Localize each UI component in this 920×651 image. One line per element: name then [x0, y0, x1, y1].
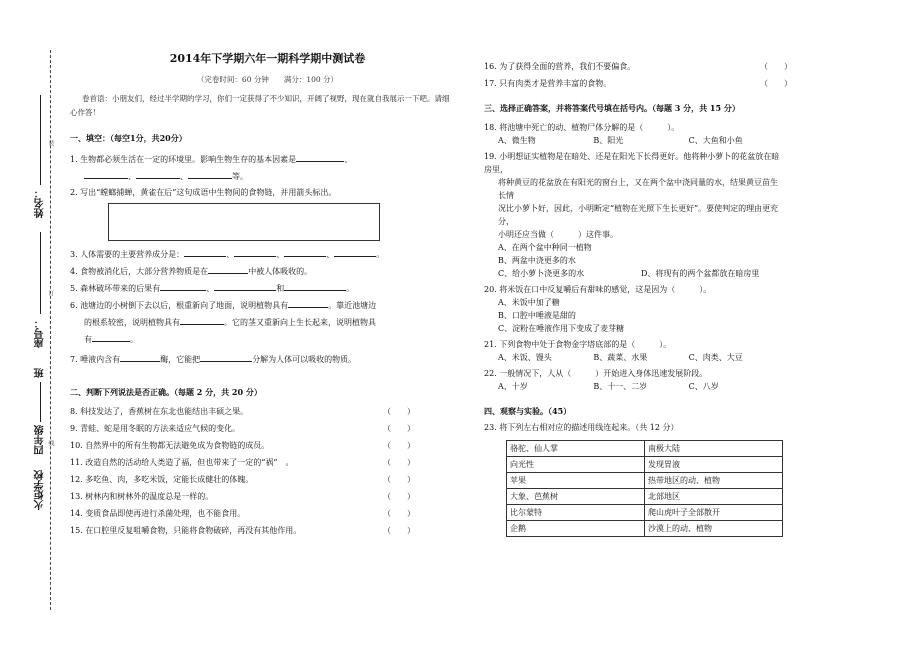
judge-item-text: 12. 多吃鱼、肉，多吃米饭，定能长成健壮的体魄。 [70, 475, 254, 484]
question-6 [70, 298, 465, 312]
question-19-options-cd [484, 267, 784, 280]
exam-title: 2014年下学期六年一期科学期中测试卷 [169, 52, 366, 65]
answer-blank[interactable] [160, 281, 206, 291]
answer-parentheses[interactable]: （ ） [760, 79, 792, 88]
judge-item-text: 13. 树林内和树林外的温度总是一样的。 [70, 492, 214, 501]
question-1: 1. 生物都必须生活在一定的环境里。影响生物生存的基本因素是 、 [70, 152, 465, 166]
judge-item [70, 456, 465, 469]
answer-blank[interactable] [234, 247, 276, 257]
matching-table [506, 440, 783, 537]
option-a[interactable]: A、十岁 [498, 382, 528, 391]
option-a[interactable]: A、米饭、馒头 [498, 353, 552, 362]
judge-item-text: 9. 青蛙、蛇是用冬眠的方法来适应气候的变化。 [70, 424, 241, 433]
answer-blank[interactable] [184, 247, 226, 257]
judge-item-text: 10. 自然界中的所有生物都无法避免成为食物链的成员。 [70, 441, 270, 450]
match-left-cell[interactable]: 大象、芭蕉树 [507, 489, 645, 505]
question-text: 等。 [232, 172, 248, 181]
food-chain-answer-box[interactable] [108, 203, 380, 241]
question-text: 的根系较密，说明植物具有 [84, 318, 180, 327]
question-text: 1. 生物都必须生活在一定的环境里。影响生物生存的基本因素是 [70, 155, 297, 164]
option-b[interactable]: B、蔬菜、水果 [593, 353, 648, 362]
matching-row [507, 521, 783, 537]
exam-subtitle: （完卷时间：60 分钟 满分：100 分） [196, 75, 339, 84]
question-18-options [484, 134, 784, 147]
question-21: 21. 下列食物中处于食物金字塔底部的是（ ）。 [484, 340, 672, 349]
option-b[interactable]: B、两盆中浇更多的水 [498, 256, 576, 265]
exam-intro: 卷首语：小朋友们，经过半学期的学习，你们一定获得了不少知识，开阔了视野，现在就自我展示一下吧。请细心作答！ [70, 94, 450, 117]
judge-item-text: 8. 科技发达了，香蕉树在东北也能结出丰硕之果。 [70, 407, 249, 416]
judge-item [70, 473, 465, 486]
match-right-cell[interactable]: 沙漠上的动、植物 [645, 521, 783, 537]
question-text: 中被人体吸收的。 [248, 267, 313, 276]
answer-blank[interactable] [284, 247, 326, 257]
binding-strip [0, 0, 62, 651]
judge-item [484, 77, 792, 90]
answer-parentheses[interactable]: （ ） [383, 458, 415, 467]
option-c[interactable]: C、给小萝卜浇更多的水 [498, 269, 585, 278]
match-left-cell[interactable]: 企鹅 [507, 521, 645, 537]
answer-blank[interactable] [188, 169, 232, 179]
answer-parentheses[interactable]: （ ） [383, 492, 415, 501]
question-22-options [484, 380, 784, 393]
name-label: 姓名： [35, 188, 46, 218]
question-text: 和 [276, 284, 285, 293]
seat-label: 座号： [35, 318, 46, 348]
option-c[interactable]: C、淀粉在唾液作用下变成了麦芽糖 [498, 324, 625, 333]
question-3: 3. 人体需要的主要营养成分是： 、 、 、 。 [70, 247, 465, 261]
option-c[interactable]: C、大鱼和小鱼 [688, 136, 743, 145]
answer-blank[interactable] [288, 298, 328, 308]
match-right-cell[interactable]: 南极大陆 [645, 441, 783, 457]
match-right-cell[interactable]: 爬山虎叶子全部散开 [645, 505, 783, 521]
answer-blank[interactable] [92, 332, 130, 342]
match-left-cell[interactable]: 骆驼、仙人掌 [507, 441, 645, 457]
answer-blank[interactable] [84, 169, 128, 179]
question-18: 18. 将池塘中死亡的动、植物尸体分解的是（ ）。 [484, 123, 680, 132]
judge-list-continued [484, 60, 792, 90]
judge-item-text: 17. 只有肉类才是营养丰富的食物。 [484, 79, 612, 88]
answer-blank[interactable] [200, 352, 252, 362]
judge-item [70, 524, 465, 537]
section-4-heading: 四、观察与实验。（45） [484, 406, 572, 416]
match-left-cell[interactable]: 苹果 [507, 473, 645, 489]
answer-parentheses[interactable]: （ ） [383, 441, 415, 450]
section-1-heading: 一、填空：（每空1分，共20分） [70, 133, 187, 143]
matching-row [507, 473, 783, 489]
option-a[interactable]: A、在两个盆中种同一植物 [498, 243, 592, 252]
match-left-cell[interactable]: 比尔蒙特 [507, 505, 645, 521]
answer-parentheses[interactable]: （ ） [383, 526, 415, 535]
option-b[interactable]: B、口腔中唾液是甜的 [498, 311, 576, 320]
match-right-cell[interactable]: 发现胃液 [645, 457, 783, 473]
judge-item-text: 14. 变质食品即使再进行杀菌处理，也不能食用。 [70, 509, 246, 518]
judge-item [70, 422, 465, 435]
judge-item [70, 490, 465, 503]
option-b[interactable]: B、阳光 [593, 136, 624, 145]
answer-blank[interactable] [208, 264, 248, 274]
name-field-line[interactable] [40, 95, 41, 185]
judge-item-text: 11. 改造自然的活动给人类造了福，但也带来了一定的“祸” 。 [70, 458, 294, 467]
question-20: 20. 将米饭在口中反复嚼后有甜味的感觉，这是因为（ ）。 [484, 285, 712, 294]
question-19-line: 况比小萝卜好，因此，小明断定“植物在光照下生长更好”。要使判定的理由更充分， [498, 204, 779, 226]
matching-row [507, 457, 783, 473]
judge-item-text: 16. 为了获得全面的营养，我们不要偏食。 [484, 62, 636, 71]
answer-blank[interactable] [334, 247, 376, 257]
class-field-line[interactable] [40, 382, 41, 422]
option-c[interactable]: C、肉类、大豆 [688, 353, 743, 362]
question-21-options [484, 351, 784, 364]
answer-parentheses[interactable]: （ ） [760, 62, 792, 71]
binding-dashed-line [50, 50, 51, 610]
option-c[interactable]: C、八岁 [688, 382, 719, 391]
right-column [484, 56, 792, 537]
matching-row [507, 489, 783, 505]
question-text: 分解为人体可以吸收的物质。 [252, 355, 357, 364]
question-text: 3. 人体需要的主要营养成分是： [70, 250, 185, 259]
match-right-cell[interactable]: 热带地区的动、植物 [645, 473, 783, 489]
answer-parentheses[interactable]: （ ） [383, 509, 415, 518]
judge-item [70, 439, 465, 452]
option-b[interactable]: B、十一、二岁 [593, 382, 648, 391]
school-label: 火炬学校 [35, 470, 46, 510]
answer-blank[interactable] [136, 169, 180, 179]
judge-list [70, 405, 465, 537]
matching-row [507, 505, 783, 521]
match-left-cell[interactable]: 向光性 [507, 457, 645, 473]
section-3-heading: 三、选择正确答案，并将答案代号填在括号内。（每题 3 分，共 15 分） [484, 103, 740, 113]
question-text: 酶，它能把 [160, 355, 201, 364]
question-4 [70, 264, 465, 278]
answer-blank[interactable] [180, 315, 224, 325]
question-text: 6. 池塘边的小树倒下去以后，根重新向了地面，说明植物具有 [70, 301, 289, 310]
question-7 [70, 352, 465, 366]
option-d[interactable]: D、将现有的两个盆都放在暗房里 [641, 269, 760, 278]
answer-parentheses[interactable]: （ ） [383, 407, 415, 416]
seal-mark: 装 [47, 140, 54, 146]
question-text: 7. 唾液内含有 [70, 355, 121, 364]
question-text: 有 [84, 335, 92, 344]
question-19 [484, 150, 784, 241]
answer-parentheses[interactable]: （ ） [383, 475, 415, 484]
match-right-cell[interactable]: 北部地区 [645, 489, 783, 505]
question-22: 22. 一般情况下，人从（ ）开始进入身体迅速发展阶段。 [484, 369, 708, 378]
question-2: 2. 写出“螳螂捕蝉，黄雀在后”这句成语中生物间的食物链，并用箭头标出。 [70, 188, 337, 197]
question-6-cont [70, 315, 465, 329]
answer-parentheses[interactable]: （ ） [383, 424, 415, 433]
seat-field-line[interactable] [40, 232, 41, 314]
question-text: 。它的茎又重新向上生长起来，说明植物具 [224, 318, 376, 327]
option-a[interactable]: A、微生物 [498, 136, 536, 145]
question-19-line: 小明还应当做（ ）这件事。 [498, 230, 618, 239]
question-text: 4. 食物被消化后，大部分营养物质是在 [70, 267, 209, 276]
question-5: 5. 森林破坏带来的后果有 、 和 。 [70, 281, 465, 295]
question-19-line: 19. 小明想证实植物是在暗处、还是在阳光下长得更好。他将种小萝卜的花盆放在暗房里， [484, 152, 780, 174]
answer-blank[interactable] [120, 352, 160, 362]
section-2-heading: 二、判断下列说法是否正确。（每题 2 分，共 20 分） [70, 387, 262, 397]
matching-row [507, 441, 783, 457]
class-label: 班 [35, 368, 46, 378]
seal-mark: 线 [47, 440, 54, 446]
judge-item-text: 15. 在口腔里反复咀嚼食物，只能将食物破碎，再没有其他作用。 [70, 526, 302, 535]
question-6-cont2: 有 。 [70, 332, 465, 346]
grade-label: 四年级 [35, 425, 46, 455]
question-19-line: 将种黄豆的花盆放在有阳光的窗台上，又在两个盆中浇同量的水，结果黄豆苗生长情 [498, 178, 778, 200]
question-text: 5. 森林破坏带来的后果有 [70, 284, 161, 293]
answer-blank[interactable] [214, 281, 276, 291]
judge-item [484, 60, 792, 73]
question-text: 。靠近池塘边 [328, 301, 377, 310]
judge-item [70, 507, 465, 520]
question-1-cont: 、 、 等。 [70, 169, 465, 183]
answer-blank[interactable] [296, 152, 344, 162]
answer-blank[interactable] [284, 281, 346, 291]
judge-item [70, 405, 465, 418]
left-column [70, 52, 465, 537]
option-a[interactable]: A、米饭中加了糖 [498, 298, 560, 307]
question-23: 23. 将下列左右相对应的描述用线连起来。（共 12 分） [484, 423, 679, 432]
seal-mark: 订 [47, 290, 54, 296]
